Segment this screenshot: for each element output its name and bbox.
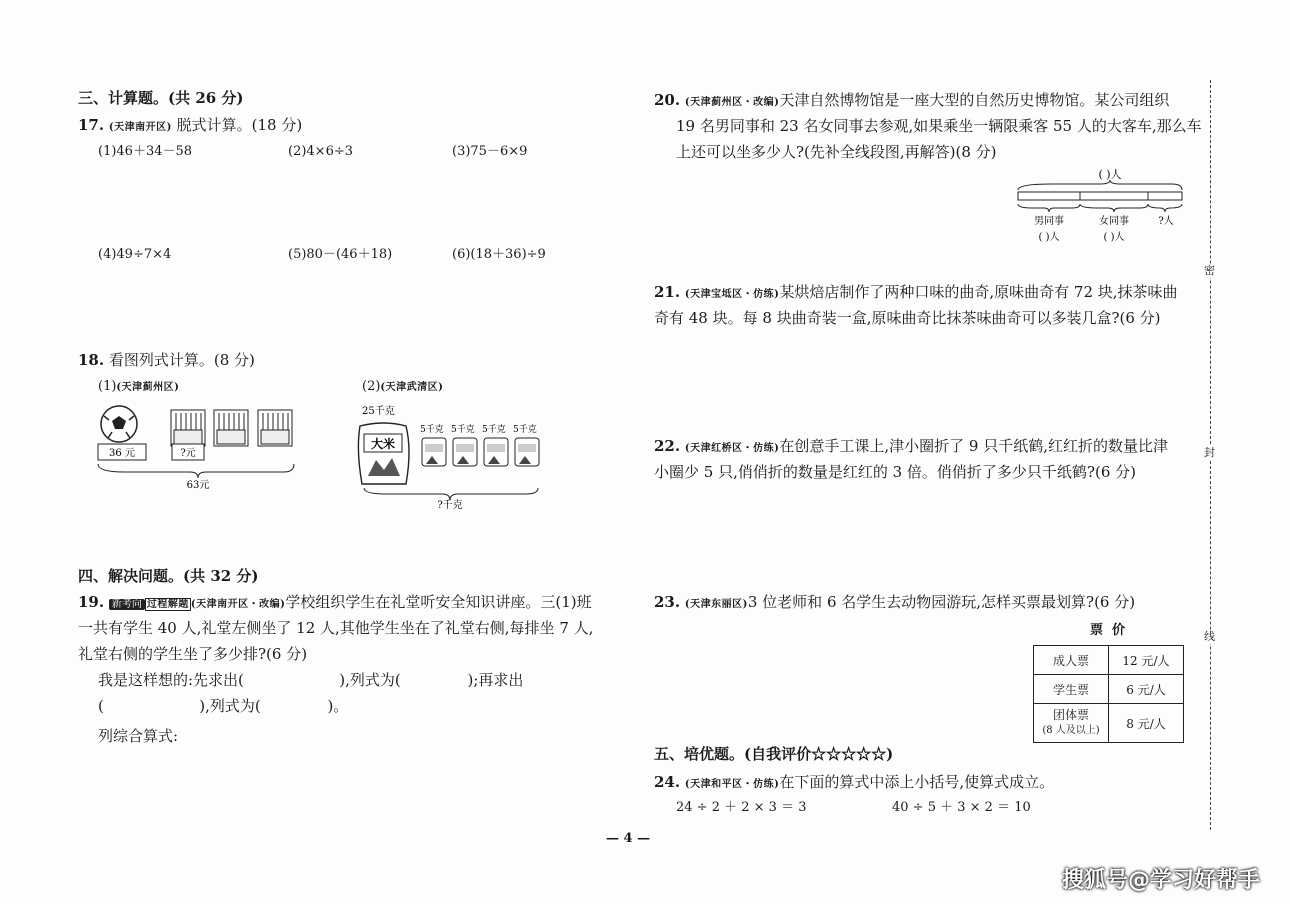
- q19-source: (天津南开区・改编): [190, 599, 286, 610]
- q18-price-2: ?元: [180, 448, 196, 459]
- table-row: [1034, 646, 1184, 675]
- small-rice-bag-icon: [515, 438, 539, 466]
- q18-price-1: 36 元: [109, 448, 135, 459]
- q23-price-table: [1033, 645, 1184, 743]
- q23-table-title: 票 价: [1090, 623, 1126, 638]
- q21-source: (天津宝坻区・仿练): [684, 289, 780, 300]
- q24-equation-1: 24 ÷ 2 ＋ 2 × 3 ＝ 3: [676, 800, 807, 815]
- q20-blank-male: ( )人: [1038, 232, 1060, 243]
- q20-diagram-total: ( )人: [1098, 168, 1122, 181]
- q24-source: (天津和平区・仿练): [684, 779, 780, 790]
- q20-segment-bar: [1018, 192, 1182, 200]
- q20-line-2: 19 名男同事和 23 名女同事去参观,如果乘坐一辆限乘客 55 人的大客车,那么车: [676, 117, 1202, 135]
- table-row: [1034, 675, 1184, 704]
- q22-line-2: 小圈少 5 只,俏俏折的数量是红红的 3 倍。俏俏折了多少只千纸鹤?(6 分): [654, 463, 1136, 481]
- q20-source: (天津蓟州区・改编): [684, 97, 780, 108]
- q21-number: 21.: [654, 283, 681, 301]
- q23-number: 23.: [654, 593, 681, 611]
- q19-line-5: ( ),列式为( )。: [98, 697, 349, 715]
- q18-part2-number: (2): [362, 379, 381, 394]
- q19-number: 19.: [78, 593, 105, 611]
- q19-text-1: 学校组织学生在礼堂听安全知识讲座。三(1)班: [285, 593, 592, 611]
- q19-line-4: 我是这样想的:先求出( ),列式为( );再求出: [98, 671, 524, 689]
- q19-line-3: 礼堂右侧的学生坐了多少排?(6 分): [78, 645, 308, 663]
- q18-part1-number: (1): [98, 379, 117, 394]
- q17-item-6: (6)(18＋36)÷9: [452, 247, 546, 262]
- pencil-box-icon: [258, 410, 292, 446]
- q17-source: (天津南开区): [108, 122, 172, 133]
- q23-text: 3 位老师和 6 名学生去动物园游玩,怎样买票最划算?(6 分): [747, 593, 1136, 611]
- q24-text: 在下面的算式中添上小括号,使算式成立。: [779, 773, 1055, 791]
- q19-tag: 过程解题: [146, 599, 189, 610]
- q17-header: [78, 115, 302, 138]
- q20-top-brace: [1018, 180, 1182, 190]
- q18-part2-source: (天津武清区): [380, 382, 444, 393]
- q20-brace-male: [1018, 204, 1080, 212]
- q22-number: 22.: [654, 437, 681, 455]
- q17-item-2: (2)4×6÷3: [288, 144, 354, 159]
- q18-part1-source: (天津蓟州区): [116, 382, 180, 393]
- q23-row-2-value: 6 元/人: [1109, 675, 1184, 704]
- q22-source: (天津红桥区・仿练): [684, 443, 780, 454]
- q18-header: [78, 350, 255, 370]
- q20-blank-female: ( )人: [1103, 232, 1125, 243]
- q23-line-1: [654, 592, 1135, 615]
- q17-number: 17.: [78, 116, 105, 134]
- pencil-box-icon: [214, 410, 248, 446]
- q21-text-1: 某烘焙店制作了两种口味的曲奇,原味曲奇有 72 块,抹茶味曲: [779, 283, 1178, 301]
- q18-total-2: ?千克: [437, 500, 463, 511]
- q21-line-2: 奇有 48 块。每 8 块曲奇装一盒,原味曲奇比抹茶味曲奇可以多装几盒?(6 分): [654, 309, 1161, 327]
- q17-item-1: (1)46＋34－58: [98, 144, 193, 159]
- q18-small-weight-4: 5千克: [513, 425, 537, 435]
- small-rice-bag-icon: [484, 438, 508, 466]
- q23-row-3-value: 8 元/人: [1109, 704, 1184, 743]
- q17-item-3: (3)75－6×9: [452, 144, 528, 159]
- q19-line-1: [78, 592, 592, 615]
- q20-number: 20.: [654, 91, 681, 109]
- q23-row-3-key: [1034, 704, 1109, 743]
- q19-line-2: 一共有学生 40 人,礼堂左侧坐了 12 人,其他学生坐在了礼堂右侧,每排坐 7 人,: [78, 619, 594, 637]
- q18-brace-2: [364, 488, 538, 500]
- rice-sack-icon: [358, 423, 409, 484]
- table-row: [1034, 704, 1184, 743]
- q18-total-1: 63元: [186, 480, 210, 491]
- q19-line-6: 列综合算式:: [98, 727, 179, 745]
- q20-label-rest: ?人: [1158, 216, 1174, 227]
- watermark-text: 搜狐号@学习好帮手: [1061, 868, 1260, 893]
- q18-figure-1: [94, 400, 304, 492]
- pencil-box-icon: [171, 410, 205, 446]
- q23-row-1-key: 成人票: [1034, 646, 1109, 675]
- section-5-title: 五、培优题。(自我评价☆☆☆☆☆): [654, 745, 894, 763]
- q18-part1-label: [98, 378, 179, 397]
- q24-equation-2: 40 ÷ 5 ＋ 3 × 2 ＝ 10: [892, 800, 1031, 815]
- section-4-title: 四、解决问题。(共 32 分): [78, 567, 259, 585]
- q20-brace-rest: [1148, 204, 1182, 212]
- q17-text: 脱式计算。(18 分): [176, 116, 303, 134]
- q20-brace-female: [1080, 204, 1148, 212]
- q18-figure-2: [356, 400, 546, 512]
- soccer-ball-icon: [101, 406, 137, 442]
- q23-row-3-key-main: 团体票: [1052, 708, 1089, 722]
- q20-line-1: [654, 90, 1169, 113]
- q21-line-1: [654, 282, 1178, 305]
- q18-part2-label: [362, 378, 443, 397]
- q18-number: 18.: [78, 351, 105, 369]
- seal-char-2: 封: [1204, 446, 1215, 459]
- q22-line-1: [654, 436, 1168, 459]
- q20-line-3: 上还可以坐多少人?(先补全线段图,再解答)(8 分): [676, 143, 997, 161]
- q20-label-female: 女同事: [1099, 216, 1129, 227]
- q22-text-1: 在创意手工课上,津小圈折了 9 只千纸鹤,红红折的数量比津: [779, 437, 1168, 455]
- q20-segment-diagram: [1012, 164, 1188, 248]
- q23-row-3-key-note: (8 人及以上): [1042, 725, 1100, 736]
- q23-source: (天津东丽区): [684, 599, 748, 610]
- seal-char-1: 密: [1204, 264, 1215, 277]
- q23-row-1-value: 12 元/人: [1109, 646, 1184, 675]
- q23-row-2-key: 学生票: [1034, 675, 1109, 704]
- small-rice-bag-icon: [453, 438, 477, 466]
- q20-text-1: 天津自然博物馆是一座大型的自然历史博物馆。某公司组织: [779, 91, 1170, 109]
- q18-small-weight-3: 5千克: [482, 425, 506, 435]
- q18-small-weight-1: 5千克: [420, 425, 444, 435]
- q18-big-weight: 25千克: [362, 406, 395, 417]
- q19-badge: 新考向: [109, 599, 145, 610]
- q18-small-weight-2: 5千克: [451, 425, 475, 435]
- section-3-title: 三、计算题。(共 26 分): [78, 89, 244, 107]
- q18-brace-1: [98, 464, 294, 478]
- q20-label-male: 男同事: [1034, 216, 1064, 227]
- q24-number: 24.: [654, 773, 681, 791]
- q17-item-5: (5)80－(46＋18): [288, 247, 393, 262]
- q18-text: 看图列式计算。(8 分): [108, 351, 255, 369]
- q17-item-4: (4)49÷7×4: [98, 247, 172, 262]
- q18-rice-label: 大米: [370, 437, 396, 451]
- seal-char-3: 线: [1204, 630, 1215, 643]
- q24-line-1: [654, 772, 1054, 795]
- page-number: — 4 —: [606, 831, 651, 846]
- small-rice-bag-icon: [422, 438, 446, 466]
